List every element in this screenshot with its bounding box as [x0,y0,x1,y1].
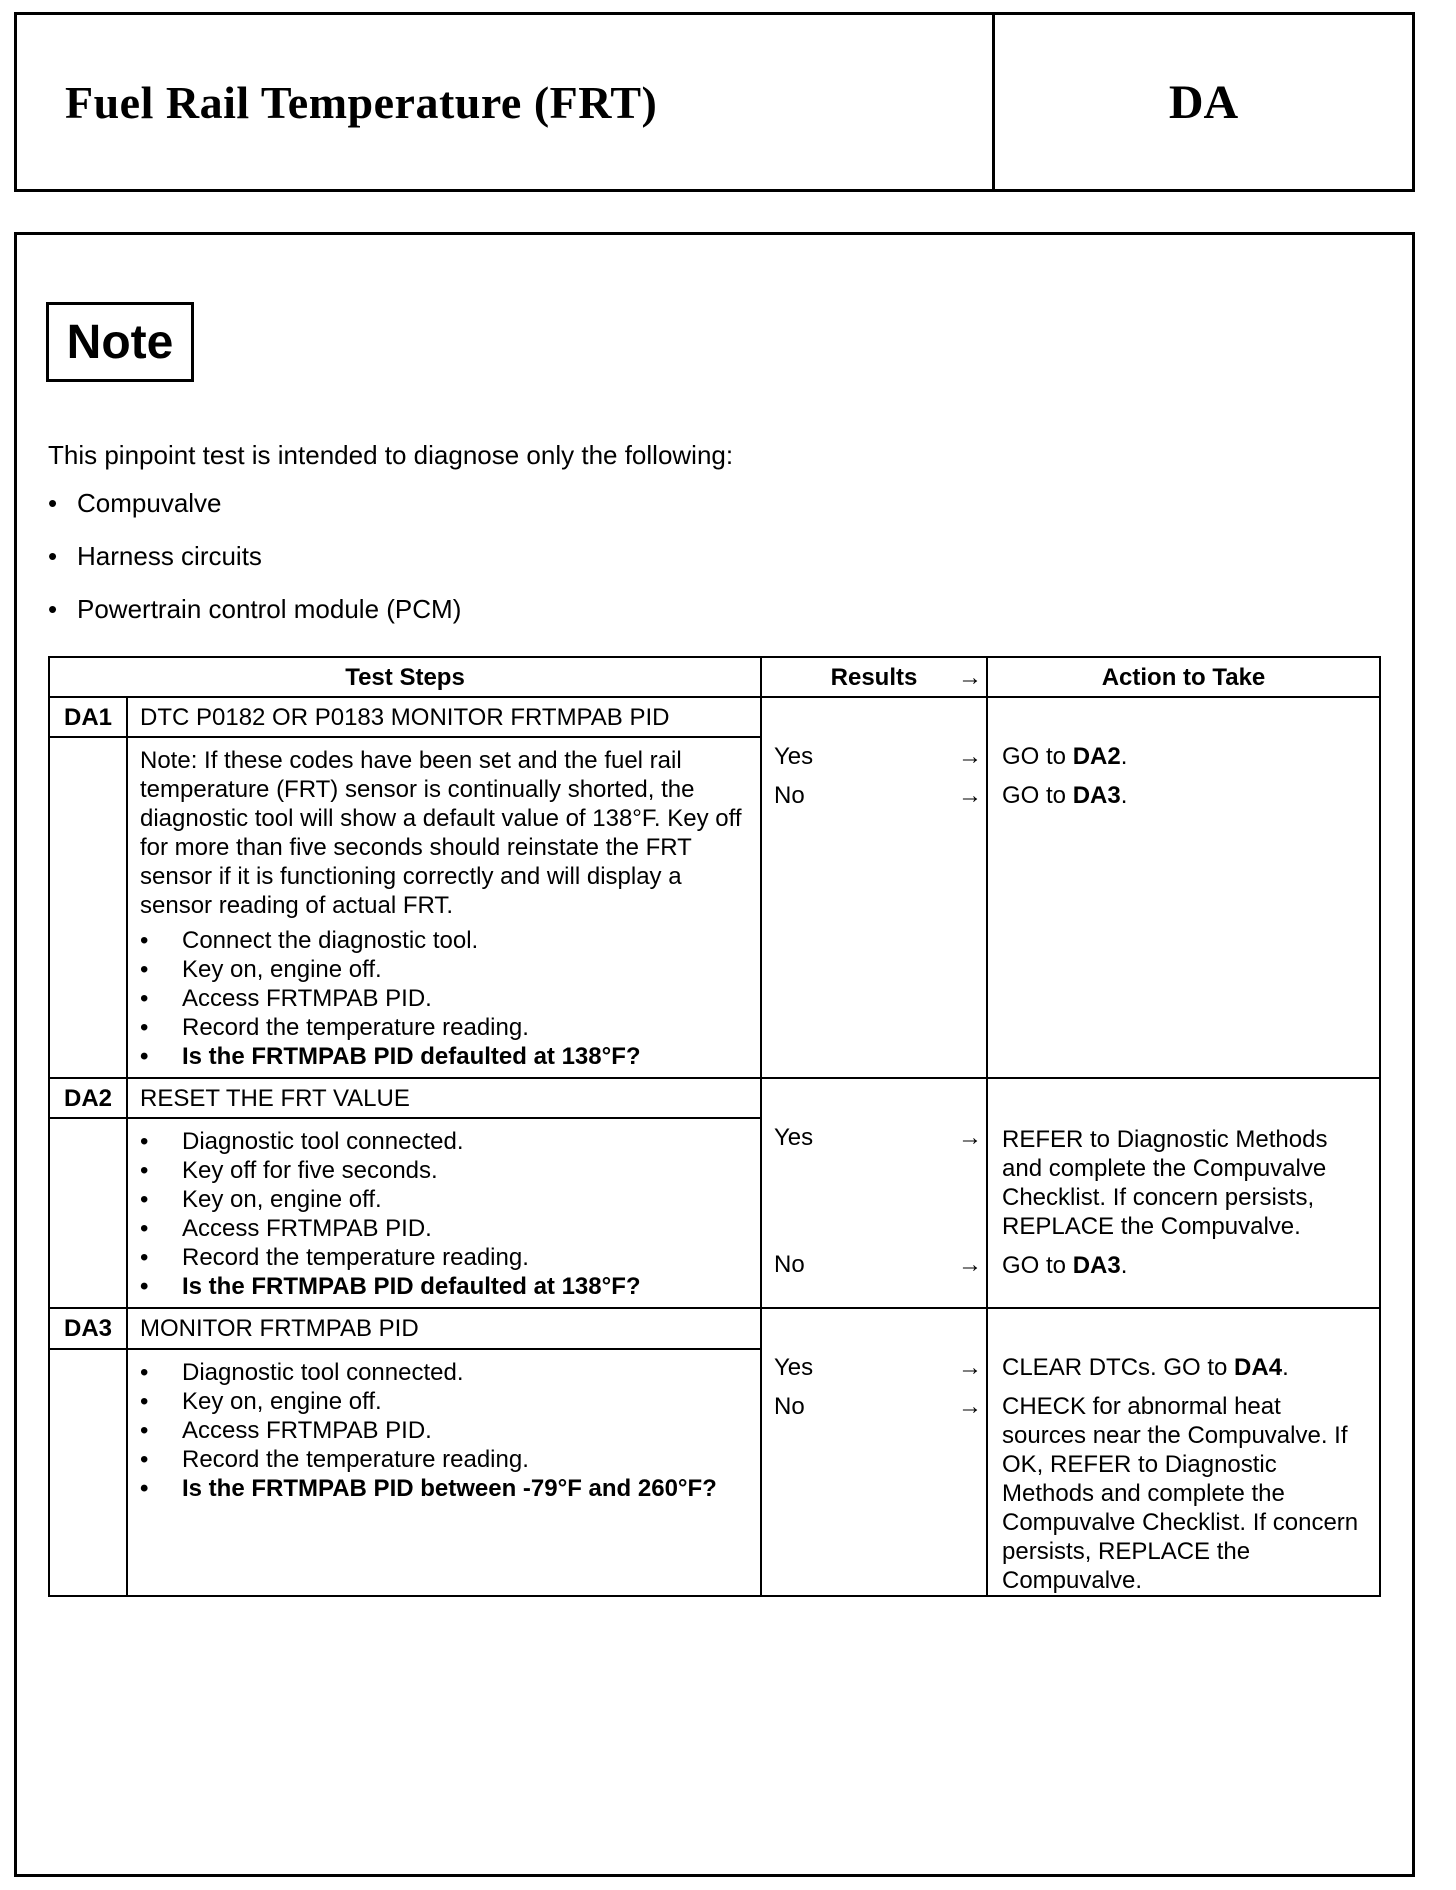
list-item: • Diagnostic tool connected. [140,1358,464,1386]
bullet-icon: • [48,594,58,624]
step-id: DA3 [49,1308,127,1349]
note-intro: This pinpoint test is intended to diagnose only the following: [48,440,734,470]
table-row [49,697,1380,737]
arrow-right-icon: → [958,1354,982,1381]
action-yes: GO to DA2. [1002,743,1128,770]
result-no: No → [762,781,986,810]
header-test-steps: Test Steps [49,657,761,697]
page-title: Fuel Rail Temperature (FRT) [17,15,995,189]
list-item: • Access FRTMPAB PID. [140,985,432,1012]
results-cell [761,1308,987,1596]
action-cell [987,1308,1380,1596]
result-yes: Yes → [762,1123,986,1152]
list-item: • Compuvalve [48,488,222,518]
step-title: RESET THE FRT VALUE [127,1078,761,1118]
list-item: • Powertrain control module (PCM) [48,594,462,624]
list-item: • Access FRTMPAB PID. [140,1215,432,1242]
action-no: GO to DA3. [1002,1252,1128,1279]
list-item: • Record the temperature reading. [140,1445,529,1473]
bullet-icon: • [48,488,58,518]
step-question: • Is the FRTMPAB PID between -79°F and 260°F? [140,1474,717,1502]
action-yes: CLEAR DTCs. GO to DA4. [1002,1354,1289,1381]
arrow-right-icon: → [958,782,982,809]
list-item: • Key on, engine off. [140,1387,382,1415]
arrow-right-icon: → [958,663,982,691]
test-steps-table [48,656,1381,1597]
step-body [127,737,761,1078]
action-cell [987,697,1380,1078]
step-title: MONITOR FRTMPAB PID [127,1308,761,1349]
step-note: Note: If these codes have been set and the fuel rail temperature (FRT) sensor is continually shorted, the diagnostic tool will show a default value of 138°F. Key off for more than five seconds should reinstate the FRT sensor if it is functioning correctly and will display a sensor reading of actual FRT. [140,747,742,919]
list-item: • Record the temperature reading. [140,1244,529,1271]
action-yes: REFER to Diagnostic Methods and complete the Compuvalve Checklist. If concern persists, REPLACE the Compuvalve. [1002,1126,1328,1240]
header-action: Action to Take [987,657,1380,697]
bullet-icon: • [48,541,58,571]
page-header [14,12,1415,192]
step-question: • Is the FRTMPAB PID defaulted at 138°F? [140,1043,641,1070]
step-body [127,1349,761,1596]
results-cell [761,1078,987,1308]
list-item: • Record the temperature reading. [140,1014,529,1041]
list-item: • Diagnostic tool connected. [140,1128,464,1155]
table-header-row [49,657,1380,697]
result-no: No → [762,1250,986,1279]
result-no: No → [762,1392,986,1421]
result-yes: Yes → [762,742,986,771]
step-id: DA1 [49,697,127,737]
table-row [49,1078,1380,1118]
arrow-right-icon: → [958,743,982,770]
list-item: • Access FRTMPAB PID. [140,1416,432,1444]
table-row [49,1308,1380,1349]
arrow-right-icon: → [958,1124,982,1151]
list-item: • Connect the diagnostic tool. [140,927,479,954]
arrow-right-icon: → [958,1393,982,1420]
action-no: GO to DA3. [1002,782,1128,809]
step-question: • Is the FRTMPAB PID defaulted at 138°F? [140,1273,641,1300]
step-id: DA2 [49,1078,127,1118]
step-title: DTC P0182 OR P0183 MONITOR FRTMPAB PID [127,697,761,737]
result-yes: Yes → [762,1353,986,1382]
list-item: • Key off for five seconds. [140,1157,438,1184]
step-body [127,1118,761,1308]
action-no: CHECK for abnormal heat sources near the Compuvalve. If OK, REFER to Diagnostic Methods and complete the Compuvalve Checklist. If concern persists, REPLACE the Compuvalve. [1002,1393,1359,1594]
list-item: • Key on, engine off. [140,1186,382,1213]
list-item: • Key on, engine off. [140,956,382,983]
arrow-right-icon: → [958,1251,982,1278]
note-label: Note [46,302,194,382]
list-item: • Harness circuits [48,541,262,571]
action-cell [987,1078,1380,1308]
note-list [48,488,461,647]
header-results: Results → [761,657,987,697]
section-code: DA [1168,75,1239,129]
results-cell [761,697,987,1078]
